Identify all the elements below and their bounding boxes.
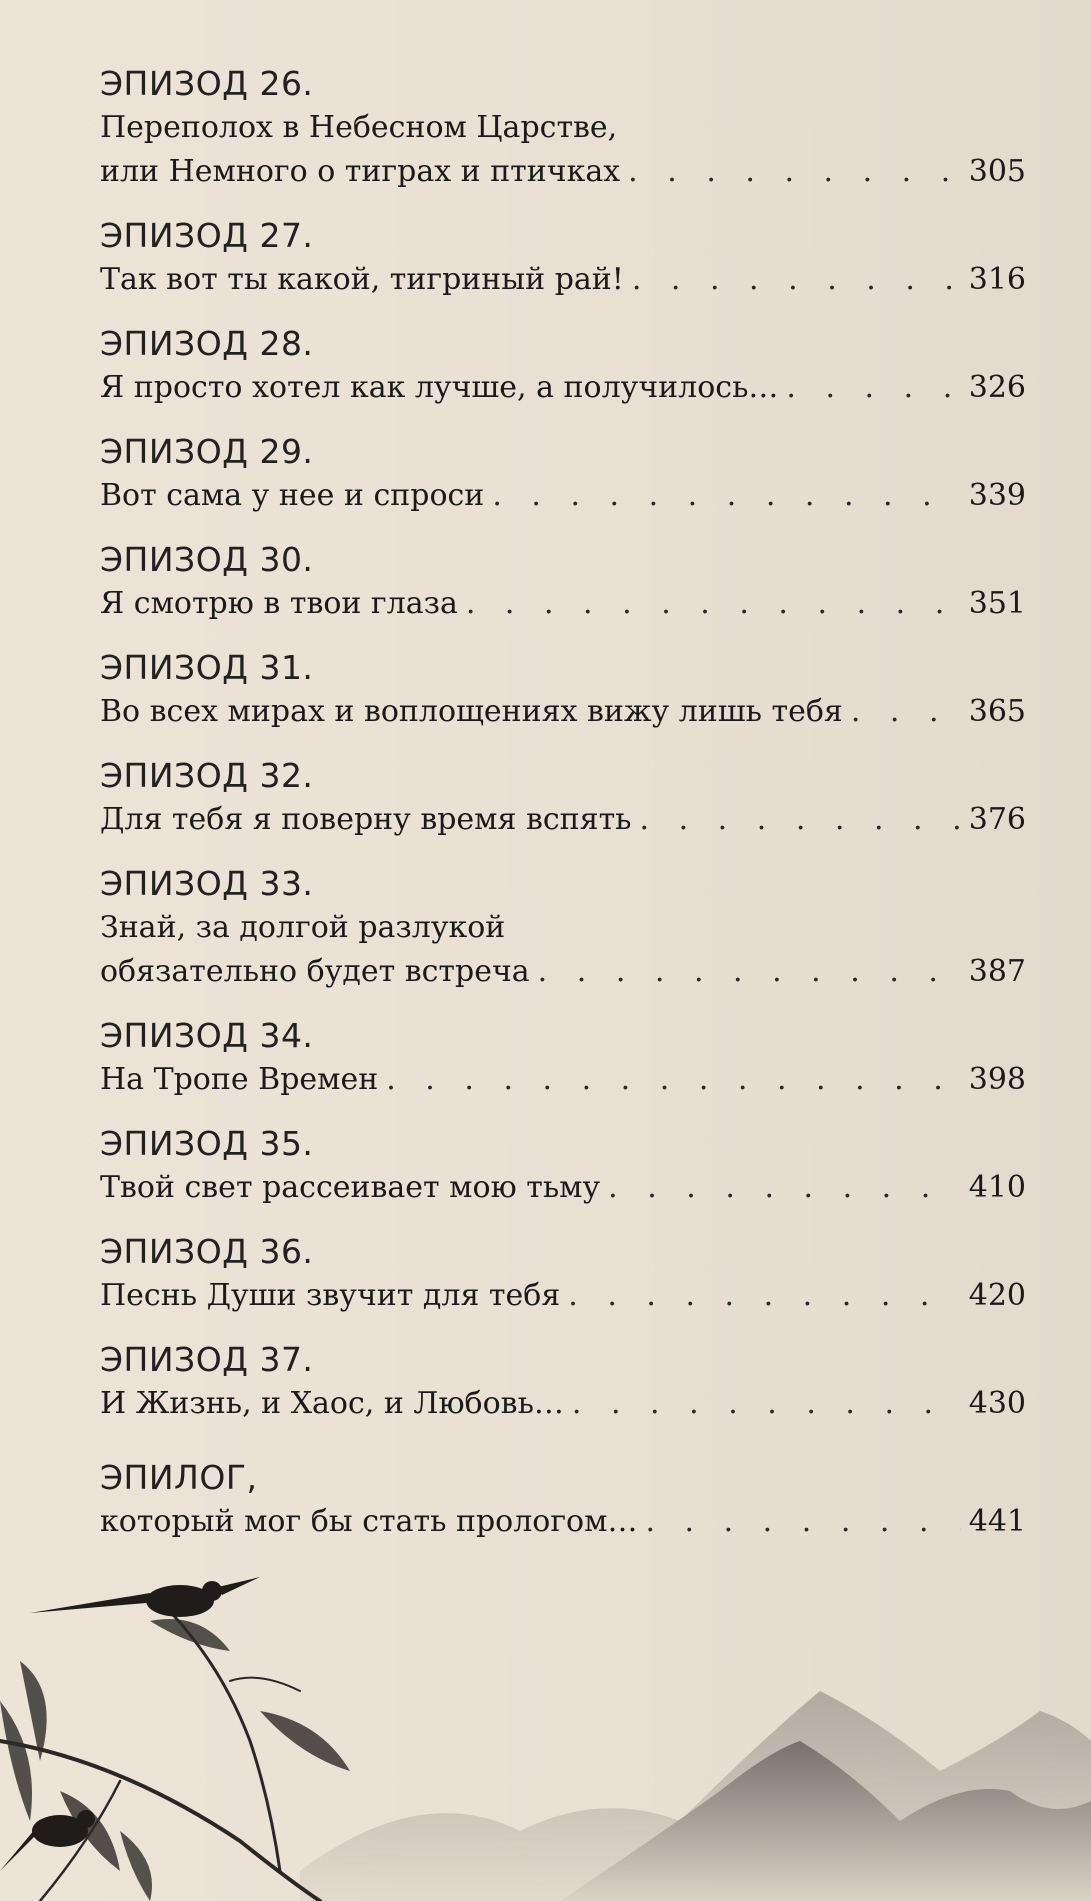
page-number: 316 [968,262,1026,297]
episode-subtitle: Так вот ты какой, тигриный рай! [100,262,624,297]
leader-dots [492,474,960,518]
episode-title: ЭПИЗОД 35. [100,1124,314,1163]
episode-title: ЭПИЗОД 32. [100,756,314,795]
bird-icon [0,1810,95,1871]
leader-dots [640,798,961,842]
leader-dots [568,1274,960,1318]
leader-dots [572,1382,961,1426]
leader-dots [466,582,961,626]
page-number: 339 [968,478,1026,513]
episode-subtitle: Я смотрю в твои глаза [100,586,458,621]
episode-subtitle-line: Переполох в Небесном Царстве, [100,110,618,145]
toc-entry [100,1122,1026,1210]
toc-entry [100,1456,1026,1544]
episode-title: ЭПИЛОГ, [100,1458,258,1497]
ink-landscape-illustration [0,1541,1091,1901]
leader-dots [786,366,960,410]
toc-entry [100,646,1026,734]
toc-entry [100,214,1026,302]
episode-subtitle: Вот сама у нее и спроси [100,478,485,513]
episode-title: ЭПИЗОД 26. [100,64,314,103]
page-number: 326 [968,370,1026,405]
table-of-contents [100,62,1026,1564]
toc-entry [100,754,1026,842]
episode-title: ЭПИЗОД 30. [100,540,314,579]
page-number: 430 [968,1386,1026,1421]
toc-entry [100,430,1026,518]
episode-title: ЭПИЗОД 33. [100,864,314,903]
leader-dots [628,150,961,194]
episode-subtitle: На Тропе Времен [100,1062,379,1097]
episode-title: ЭПИЗОД 28. [100,324,314,363]
toc-entry [100,322,1026,410]
toc-entry [100,62,1026,194]
episode-subtitle: Во всех мирах и воплощениях вижу лишь тебя [100,694,843,729]
episode-subtitle-line: Знай, за долгой разлукой [100,910,506,945]
page-number: 365 [968,694,1026,729]
episode-subtitle: или Немного о тиграх и птичках [100,154,621,189]
leader-dots [608,1166,961,1210]
page-number: 305 [968,154,1026,189]
page-number: 376 [968,802,1026,837]
episode-subtitle: Я просто хотел как лучше, а получилось… [100,370,779,405]
episode-subtitle: Песнь Души звучит для тебя [100,1278,561,1313]
leader-dots [386,1058,961,1102]
page-number: 351 [968,586,1026,621]
leader-dots [632,258,961,302]
episode-title: ЭПИЗОД 36. [100,1232,314,1271]
toc-entry [100,1230,1026,1318]
episode-title: ЭПИЗОД 34. [100,1016,314,1055]
episode-title: ЭПИЗОД 37. [100,1340,314,1379]
page-number: 420 [968,1278,1026,1313]
page-number: 441 [968,1504,1026,1539]
episode-subtitle: который мог бы стать прологом… [100,1504,638,1539]
bird-icon [30,1577,260,1617]
leader-dots [851,690,961,734]
page-number: 387 [968,954,1026,989]
episode-subtitle: И Жизнь, и Хаос, и Любовь… [100,1386,564,1421]
episode-title: ЭПИЗОД 27. [100,216,314,255]
toc-entry [100,538,1026,626]
episode-title: ЭПИЗОД 29. [100,432,314,471]
toc-entry [100,1338,1026,1426]
toc-entry [100,862,1026,994]
episode-subtitle: Твой свет рассеивает мою тьму [100,1170,601,1205]
bamboo-branches [0,1601,320,1901]
page-number: 410 [968,1170,1026,1205]
episode-title: ЭПИЗОД 31. [100,648,314,687]
leader-dots [538,950,961,994]
page-number: 398 [968,1062,1026,1097]
toc-entry [100,1014,1026,1102]
bamboo-leaves [0,1619,350,1901]
episode-subtitle: Для тебя я поверну время вспять [100,802,632,837]
leader-dots [645,1500,960,1544]
episode-subtitle: обязательно будет встреча [100,954,530,989]
